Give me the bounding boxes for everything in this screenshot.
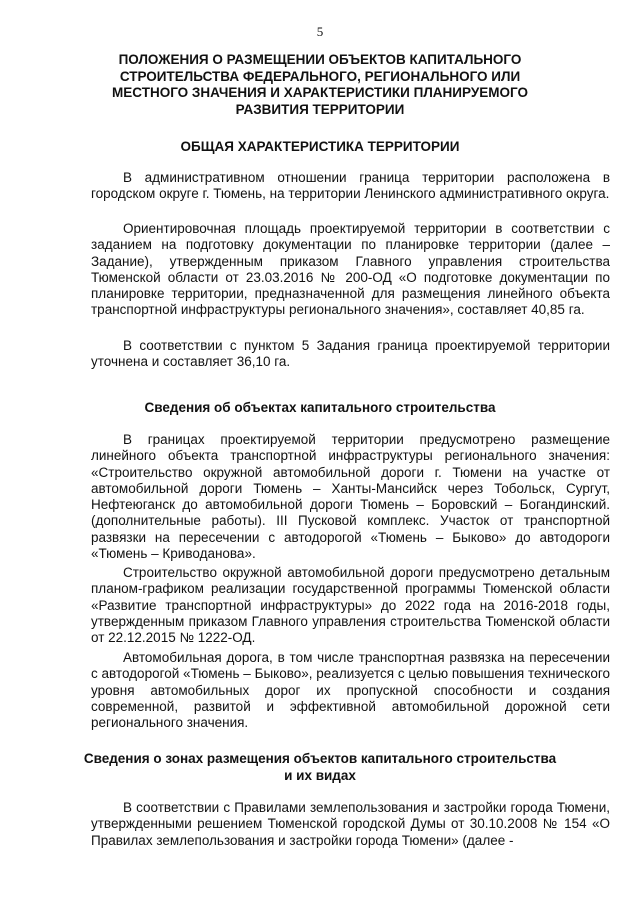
section-title-objects: Сведения об объектах капитального строительства (144, 400, 496, 415)
section-title-zones: Сведения о зонах размещения объектов капитального строительства и их видах (83, 751, 557, 783)
paragraph-zones-1: В соответствии с Правилами землепользования и застройки города Тюмени, утвержденными решением Тюменской городской Думы от 30.10.2008 № 154 «О Правилах землепользования и застройки города Тюмени» (далее - (91, 800, 610, 848)
paragraph-general-3: В соответствии с пунктом 5 Задания граница проектируемой территории уточнена и составляет 36,10 га. (91, 338, 610, 370)
paragraph-general-2: Ориентировочная площадь проектируемой территории в соответствии с заданием на подготовку документации по планировке территории (далее – Задание), утвержденным приказом Главного управления строительства Тюменской области от 23.03.2016 № 200-ОД «О подготовке документации по планировке территории, предназначенной для размещения линейного объекта транспортной инфраструктуры регионального значения», составляет 40,85 га. (91, 221, 610, 318)
section-title-general: ОБЩАЯ ХАРАКТЕРИСТИКА ТЕРРИТОРИИ (180, 139, 460, 154)
paragraph-objects-1: В границах проектируемой территории предусмотрено размещение линейного объекта транспортной инфраструктуры регионального значения: «Строительство окружной автомобильной дороги г. Тюмени на участке от автомобильной дороги Тюмень – Ханты-Мансийск через Тобольск, Сургут, Нефтеюганск до автомобильной дороги Тюмень – Боровский – Богандинский. (дополнительные работы). III Пусковой комплекс. Участок от транспортной развязки на пересечении с автодорогой «Тюмень – Быково» до автодороги «Тюмень – Криводанова». (91, 432, 610, 562)
paragraph-objects-2: Строительство окружной автомобильной дороги предусмотрено детальным планом-графиком реализации государственной программы Тюменской области «Развитие транспортной инфраструктуры» до 2022 года на 2016-2018 годы, утвержденным приказом Главного управления строительства Тюменской области от 22.12.2015 № 1222-ОД. (91, 565, 610, 646)
paragraph-objects-3: Автомобильная дорога, в том числе транспортная развязка на пересечении с автодорогой «Тюмень – Быково», реализуется с целью повышения технического уровня автомобильных дорог их пропускной способности и создания современной, развитой и эффективной автомобильной дорожной сети регионального значения. (91, 650, 610, 731)
page-number: 5 (316, 24, 324, 39)
page-title: ПОЛОЖЕНИЯ О РАЗМЕЩЕНИИ ОБЪЕКТОВ КАПИТАЛЬНОГО СТРОИТЕЛЬСТВА ФЕДЕРАЛЬНОГО, РЕГИОНАЛЬНОГО ИЛИ МЕСТНОГО ЗНАЧЕНИЯ И ХАРАКТЕРИСТИКИ ПЛАНИРУЕМОГО РАЗВИТИЯ ТЕРРИТОРИИ (112, 52, 528, 117)
paragraph-general-1: В административном отношении граница территории расположена в городском округе г. Тюмень, на территории Ленинского административного округа. (91, 170, 610, 202)
